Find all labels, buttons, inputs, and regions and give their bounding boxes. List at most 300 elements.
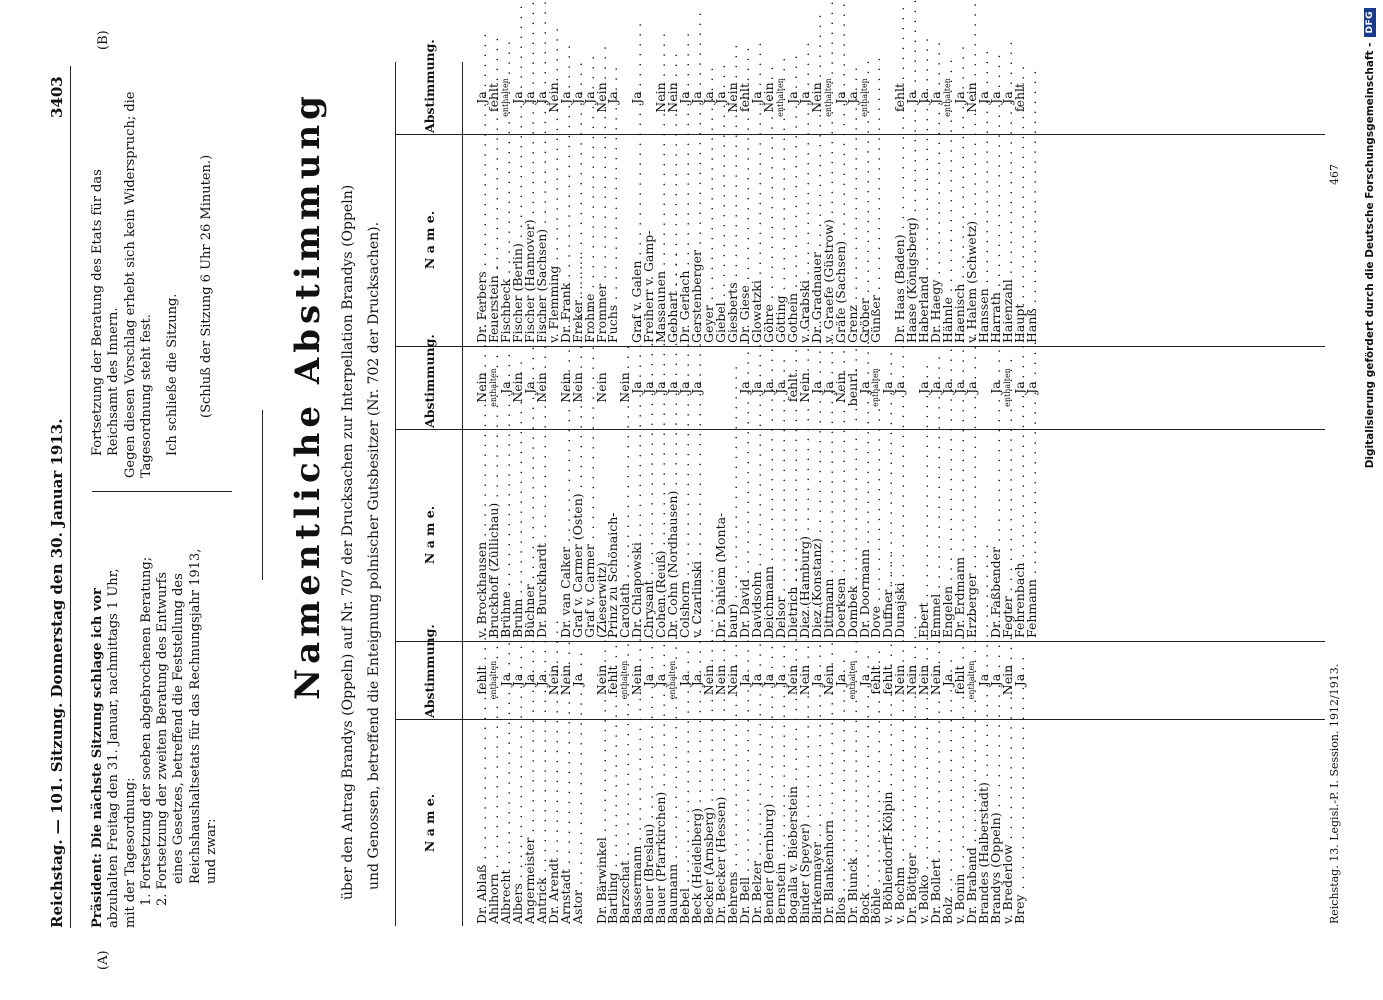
member-name: Haienzahl . . . (1002, 139, 1014, 343)
continuation-line: Fortsetzung der Beratung des Etats für das (90, 169, 105, 456)
dfg-logo-icon: DFG (1364, 8, 1376, 37)
member-vote: Nein (629, 664, 645, 696)
member-name: Fuchs . . . (607, 139, 619, 343)
member-vote: beurl. (844, 368, 860, 407)
member-name: Bolz . . . (942, 724, 954, 924)
member-vote: Ja (987, 91, 1003, 104)
member-name: Bassermann . . . (631, 724, 643, 924)
member-name: Binder (Speyer) . . . (799, 724, 811, 924)
member-vote: Nein (557, 372, 573, 403)
member-vote: Ja (653, 673, 669, 687)
member-name: Antrick . . . (536, 724, 548, 924)
member-name: v. Graefe (Güstrow) . . . (823, 139, 835, 343)
member-vote: Ja (569, 673, 585, 687)
member-vote: Ja (916, 381, 932, 394)
member-vote: Nein (820, 664, 836, 696)
member-vote: enthalten (500, 78, 510, 117)
member-vote: Ja (677, 381, 693, 394)
member-vote: Ja (784, 91, 800, 104)
member-vote: enthalten (1002, 368, 1012, 407)
member-vote: Ja (689, 91, 705, 104)
member-name: Graf v. Carmer . . . (584, 434, 596, 638)
member-vote: Ja (904, 91, 920, 104)
member-name: v. Grabski . . . (799, 139, 811, 343)
member-vote: enthalten (871, 368, 881, 407)
member-vote: Ja (940, 673, 956, 687)
margin-mark-b: (B) (96, 30, 111, 50)
member-name: Angermeister . . . (524, 724, 536, 924)
member-name: Dr. David . . . (739, 434, 751, 638)
member-name: v. Flemming . . . (548, 139, 560, 343)
member-vote: Nein (653, 82, 669, 113)
member-name: Albrecht . . . (500, 724, 512, 924)
member-name: Dunajski . . . (894, 434, 906, 638)
member-name: Haenisch . . . (954, 139, 966, 343)
member-vote: fehlt (952, 665, 968, 695)
column-header-vote: Abstimmung. (422, 334, 437, 428)
member-name: Dr. Arendt . . . (548, 724, 560, 924)
member-name: Gröber . . . (859, 139, 871, 343)
member-vote: Ja (976, 673, 992, 687)
member-name: v. Bonin . . . (954, 724, 966, 924)
member-name: Frommer . . . (596, 139, 608, 343)
member-name: Fehrenbach . . . (1014, 434, 1026, 638)
member-vote: Nein (593, 82, 609, 113)
member-vote: Nein (928, 664, 944, 696)
member-vote: Nein (713, 664, 729, 696)
member-vote: Nein (916, 664, 932, 696)
member-name: Diez (Hamburg) . . . (799, 434, 811, 638)
member-name: Chrysant . . . (643, 434, 655, 638)
member-vote: Ja (521, 91, 537, 104)
member-vote: Ja (521, 673, 537, 687)
section-subtitle-1: über den Antrag Brandys (Oppeln) auf Nr. 707 der Drucksachen zur Interpellation Brandys (Oppeln) (340, 184, 356, 900)
digitization-watermark (1361, 8, 1379, 993)
member-vote: Ja (533, 673, 549, 687)
member-vote: Ja (940, 381, 956, 394)
member-vote: Ja (521, 381, 537, 394)
president-line: abzuhalten Freitag den 31. Januar, nachmittags 1 Uhr, (106, 568, 122, 928)
member-name: Brandys (Oppeln) . . . (990, 724, 1002, 924)
member-vote: enthalten (859, 78, 869, 117)
member-vote: Ja (665, 381, 681, 394)
member-vote: Ja (916, 91, 932, 104)
member-vote: Ja (976, 91, 992, 104)
member-name: Emmel . . . (930, 434, 942, 638)
member-vote: Nein (474, 372, 489, 403)
member-vote: Ja (533, 91, 549, 104)
vote-column (476, 349, 1038, 426)
president-line: Reichshaushaltsetats für das Rechnungsjahr 1913, (187, 548, 203, 884)
member-name: Freiherr v. Gamp- (641, 230, 657, 343)
member-vote: Ja (629, 91, 645, 104)
section-subtitle-2: und Genossen, betreffend die Enteignung polnischer Gutsbesitzer (Nr. 702 der Drucksachen). (366, 221, 382, 890)
member-name: Dietrich . . . (787, 434, 799, 638)
member-vote: Ja (760, 673, 776, 687)
column-header-name: N a m e. (422, 505, 437, 565)
member-vote: Ja (892, 381, 908, 394)
member-vote: Ja (832, 91, 848, 104)
member-name: Dr. Böttger . . . (906, 724, 918, 924)
column-divider (92, 491, 232, 492)
member-name: v. Böhlendorff-Kölpin . . . (882, 724, 894, 924)
member-name: Dr. Ablaß . . . (476, 724, 488, 924)
member-name: Graf v. Carmer (Osten) . . . (572, 434, 584, 638)
member-name: Dr. Braband . . . (966, 724, 978, 924)
member-vote: Ja (880, 381, 896, 394)
member-name: Bartling . . . (607, 724, 619, 924)
member-name: Dr. Faßbender . . . (990, 434, 1002, 638)
member-vote: enthalten (488, 660, 498, 700)
member-vote: Ja (569, 91, 585, 104)
member-name: v. Halem (Schwetz) . . . (966, 139, 978, 343)
column-header-vote: Abstimmung. (422, 624, 437, 718)
member-vote: Ja (629, 381, 645, 394)
member-name: Beck (Heidelberg) . . . (691, 724, 703, 924)
member-vote: Nein (665, 82, 681, 113)
member-vote: Ja (856, 381, 872, 394)
member-name: Dr. Haas (Baden) . . . (894, 139, 906, 343)
member-vote: Nein (725, 664, 741, 696)
member-name: Dr. Doormann . . . (859, 434, 871, 638)
member-vote: Ja (952, 381, 968, 394)
member-name: baur) . . . (727, 434, 739, 638)
member-name: Glowatzki . . . (751, 139, 763, 343)
member-vote: Ja (497, 381, 513, 394)
member-name: Davidsohn . . . (751, 434, 763, 638)
member-vote: Nein (557, 664, 573, 696)
member-vote: Ja (964, 381, 980, 394)
member-name: Fischbeck . . . (500, 139, 512, 343)
member-name: Hähnle . . . (942, 139, 954, 343)
member-name: Giesberts . . . (727, 139, 739, 343)
member-name: Fischer (Sachsen) . . . (536, 139, 548, 343)
member-name: Dr. van Calker . . . (560, 434, 572, 638)
member-vote: Nein (509, 372, 525, 403)
member-name: Dr. Blunck . . . (847, 724, 859, 924)
member-vote: enthalten (488, 368, 498, 407)
name-column (476, 139, 1038, 343)
member-vote: Ja (772, 673, 788, 687)
member-vote: Ja (713, 91, 729, 104)
page-header-title: Reichstag. — 101. Sitzung. Donnerstag den 30. Januar 1913. (48, 418, 66, 928)
page-footer: Reichstag. 13. Legisl.-P. I. Session. 1912/1913. (1328, 663, 1341, 924)
president-line: 2. Fortsetzung der zweiten Beratung des Entwurfs (155, 571, 171, 906)
member-vote: Ja (856, 673, 872, 687)
member-vote: Ja (1011, 381, 1027, 394)
section-title: Namentliche Abstimmung (288, 91, 328, 700)
member-name: Gräfe (Sachsen) . . . (835, 139, 847, 343)
member-name: Ebert . . . (918, 434, 930, 638)
member-name: (Zieserwitz) (593, 562, 609, 638)
member-name: Dr. Bell . . . (739, 724, 751, 924)
member-name: Astor . . . (572, 724, 584, 924)
member-name: Feuerstein . . . (488, 139, 500, 343)
president-line: eines Gesetzes, betreffend die Feststellung des (171, 573, 187, 884)
member-vote: enthalten (775, 78, 785, 117)
member-vote: Ja (689, 673, 705, 687)
continuation-line: Ich schließe die Sitzung. (165, 293, 181, 456)
member-name: Bauer (Pfarrkirchen) . . . (655, 724, 667, 924)
member-vote: fehlt (736, 82, 752, 113)
member-vote: Ja (928, 381, 944, 394)
member-name: Grenz . . . (847, 139, 859, 343)
member-vote: Nein (892, 664, 908, 696)
member-vote: Ja (677, 91, 693, 104)
member-name: Göhre . . . (763, 139, 775, 343)
column-header-vote: Abstimmung. (422, 39, 437, 133)
member-vote: Nein (545, 82, 561, 113)
member-vote: fehlt (784, 372, 800, 403)
member-vote: Nein (593, 664, 609, 696)
member-vote: Ja (832, 673, 848, 687)
member-vote: Ja (772, 381, 788, 394)
member-vote: enthalten (847, 660, 857, 700)
president-line: mit der Tagesordnung: (122, 777, 138, 928)
member-vote: Ja (928, 91, 944, 104)
member-vote: enthalten (943, 78, 953, 117)
member-name: Behrens . . . (727, 724, 739, 924)
member-vote: Nein (725, 82, 741, 113)
member-vote: Nein (593, 372, 609, 403)
member-vote: Ja (509, 673, 525, 687)
member-vote: Ja (641, 673, 657, 687)
member-vote: Ja (844, 91, 860, 104)
member-name: Cohen (Reuß) . . . (655, 434, 667, 638)
member-vote: Nein (964, 82, 980, 113)
member-name: Frohme . . . (584, 139, 596, 343)
member-name: Haberland . . . (918, 139, 930, 343)
page-footer-number: 467 (1328, 164, 1341, 185)
member-name: Fegter . . . (1002, 434, 1014, 638)
member-name: Erzberger . . . (966, 434, 978, 638)
member-name: v. Bochm . . . (894, 724, 906, 924)
member-name: Carolath . . . (619, 434, 631, 638)
member-vote: Nein (904, 664, 920, 696)
member-name: Dove . . . (870, 434, 882, 638)
page-number: 3403 (48, 76, 66, 118)
member-vote: Nein (796, 664, 812, 696)
member-name: Böhle . . . (870, 724, 882, 924)
member-name: Bruckhoff (Züllichau) . . . (488, 434, 500, 638)
member-vote: Ja (999, 91, 1015, 104)
header-rule (70, 66, 71, 928)
column-header-name: N a m e. (422, 793, 437, 853)
member-vote: enthalten (620, 660, 630, 700)
member-name: Brey . . . (1014, 724, 1026, 924)
table-top-rule (395, 62, 396, 926)
member-name: Bernstein . . . (775, 724, 787, 924)
member-name: Birkenmayer . . . (811, 724, 823, 924)
member-name: Dittmann . . . (823, 434, 835, 638)
member-vote: Ja (474, 91, 489, 104)
member-name: Dr. Belzer . . . (751, 724, 763, 924)
member-vote: Ja (509, 91, 525, 104)
president-paragraph (90, 508, 220, 928)
member-vote: Ja (987, 673, 1003, 687)
member-name: Hanssen . . . (978, 139, 990, 343)
member-name: Arnstadt . . . (560, 724, 572, 924)
member-name: Gerstenberger . . . (691, 139, 703, 343)
member-vote: Nein (617, 372, 633, 403)
continuation-line: Reichsamt des Innern. (106, 307, 122, 456)
member-vote: Ja (605, 91, 621, 104)
member-name: Dr. Erdmann . . . (954, 434, 966, 638)
vote-column (476, 64, 1038, 131)
member-vote: fehlt (485, 82, 501, 113)
member-vote: Ja (808, 381, 824, 394)
member-name: Dr. Blankenhorn . . . (823, 724, 835, 924)
member-name: Bender (Bernburg) . . . (763, 724, 775, 924)
member-vote: fehlt (605, 665, 621, 695)
member-name: Dr. Chlapowski . . . (631, 434, 643, 638)
member-vote: fehlt (474, 665, 489, 695)
name-column (476, 434, 1038, 638)
member-name: Büchner . . . (524, 434, 536, 638)
member-name: Dombek . . . (847, 434, 859, 638)
member-vote: Ja (1011, 673, 1027, 687)
member-vote: Nein (701, 664, 717, 696)
member-vote (1026, 64, 1038, 131)
member-name: v. Brederlow . . . (1002, 724, 1014, 924)
member-name: Freker . . . (572, 139, 584, 343)
member-name: Ahlhorn . . . (488, 724, 500, 924)
member-name: Dr. Frank . . . (560, 139, 572, 343)
member-name: Baumann . . . (667, 724, 679, 924)
member-vote: enthalten (967, 660, 977, 700)
member-name: Dr. Bärwinkel . . . (596, 724, 608, 924)
member-name: Fischer (Berlin) . . . (512, 139, 524, 343)
member-vote: Nein (808, 82, 824, 113)
member-vote: Nein (533, 372, 549, 403)
member-vote: Ja (653, 381, 669, 394)
member-name: Dr. Cohn (Nordhausen) . . . (667, 434, 679, 638)
member-vote: Ja (677, 673, 693, 687)
member-name: Götting . . . (775, 139, 787, 343)
member-name: Dr. Giese . . . (739, 139, 751, 343)
member-name: Gebhart . . . (667, 139, 679, 343)
member-name: Deichmann . . . (763, 434, 775, 638)
member-vote: Ja (820, 381, 836, 394)
member-vote: Ja (760, 381, 776, 394)
member-vote: Ja (748, 673, 764, 687)
watermark-text: Digitalisierung gefördert durch die Deutsche Forschungsgemeinschaft - (1364, 42, 1376, 469)
member-name: Gothein . . . (787, 139, 799, 343)
member-name: Geyer . . . (703, 139, 715, 343)
table-header-rule (462, 62, 463, 926)
member-vote: fehlt (1011, 82, 1027, 113)
member-name: Brandes (Halberstadt) . . . (978, 724, 990, 924)
member-vote: Nein (545, 664, 561, 696)
member-vote: Ja (952, 91, 968, 104)
member-name: v. Brockhausen . . . (476, 434, 488, 638)
member-vote: Nein (832, 372, 848, 403)
member-vote: Ja (1023, 381, 1039, 394)
member-name: Fehmann . . . (1026, 434, 1038, 638)
member-vote: Nein (796, 372, 812, 403)
member-vote: Ja (808, 673, 824, 687)
member-name: Dr. Becker (Hessen) . . . (715, 724, 727, 924)
member-name: Haase (Königsberg) . . . (906, 139, 918, 343)
member-vote: Ja (796, 91, 812, 104)
member-name: Barzschat . . . (619, 724, 631, 924)
president-line: Präsident: Die nächste Sitzung schlage ich vor (90, 588, 105, 928)
member-vote: Nein (784, 664, 800, 696)
member-name: Albers . . . (512, 724, 524, 924)
member-name: Bruhn . . . (512, 434, 524, 638)
member-vote: Ja (641, 381, 657, 394)
member-name: Colshorn . . . (679, 434, 691, 638)
member-vote: Ja (497, 673, 513, 687)
member-name: Becker (Arnsberg) . . . (703, 724, 715, 924)
member-vote: Nein (760, 82, 776, 113)
section-rule (262, 410, 263, 580)
member-name: Bock . . . (859, 724, 871, 924)
member-vote: Ja (557, 91, 573, 104)
member-name: Delsor . . . (775, 434, 787, 638)
margin-mark-a: (A) (96, 950, 111, 970)
member-name: Dr. Dahlem (Monta- (713, 512, 729, 638)
continuation-line: Gegen diesen Vorschlag erhebt sich kein Widerspruch; die (122, 91, 138, 478)
column-header-name: N a m e. (422, 210, 437, 270)
president-line: und zwar: (204, 818, 220, 884)
member-name: Massaunen . . . (655, 139, 667, 343)
member-name: Bauer (Breslau) . . . (643, 724, 655, 924)
continuation-paragraph (90, 58, 216, 478)
member-vote: enthalten (668, 660, 678, 700)
member-name: Hanß . . . (1026, 139, 1038, 343)
member-name: Diez (Konstanz) . . . (811, 434, 823, 638)
member-vote: Ja (748, 91, 764, 104)
continuation-line: (Schluß der Sitzung 6 Uhr 26 Minuten.) (199, 154, 215, 418)
member-vote: fehlt (880, 665, 896, 695)
member-vote: fehlt (868, 665, 884, 695)
member-vote: Nein (999, 664, 1015, 696)
member-name: Dr. Burckhardt . . . (536, 434, 548, 638)
name-column (476, 724, 1026, 924)
member-name: Dr. Ferbers . . . (476, 139, 488, 343)
member-name: Fischer (Hannover) . . . (524, 139, 536, 343)
member-name: v. Czarlinski . . . (691, 434, 703, 638)
member-vote: enthalten (823, 78, 833, 117)
member-vote: Ja (748, 381, 764, 394)
vote-column (476, 644, 1026, 716)
member-name: Bebel . . . (679, 724, 691, 924)
president-line: 1. Fortsetzung der soeben abgebrochenen Beratung; (138, 556, 154, 906)
member-name: Doerksen . . . (835, 434, 847, 638)
member-vote: Ja (701, 91, 717, 104)
member-vote: fehlt (892, 82, 908, 113)
member-vote: Ja (736, 673, 752, 687)
member-name: v. Bolko . . . (918, 724, 930, 924)
member-name: Blos . . . (835, 724, 847, 924)
member-vote: Ja (987, 381, 1003, 394)
member-name: Harrath . . . (990, 139, 1002, 343)
member-name: Prinz zu Schönaich- (605, 512, 621, 638)
member-name: Dr. Bollert . . . (930, 724, 942, 924)
member-vote: Nein (569, 372, 585, 403)
member-vote: Ja (736, 381, 752, 394)
member-name: Duffner . . . (882, 434, 894, 638)
member-name: Dr. Haegy . . . (930, 139, 942, 343)
member-name: Graf v. Galen . . . (631, 139, 643, 343)
member-name: Dr. Gradnauer . . . (811, 139, 823, 343)
member-name: Engelen . . . (942, 434, 954, 638)
member-vote: Ja (581, 91, 597, 104)
member-name: Giebel . . . (715, 139, 727, 343)
member-name: Günßer . . . (870, 139, 882, 343)
member-name: Dr. Gerlach . . . (679, 139, 691, 343)
